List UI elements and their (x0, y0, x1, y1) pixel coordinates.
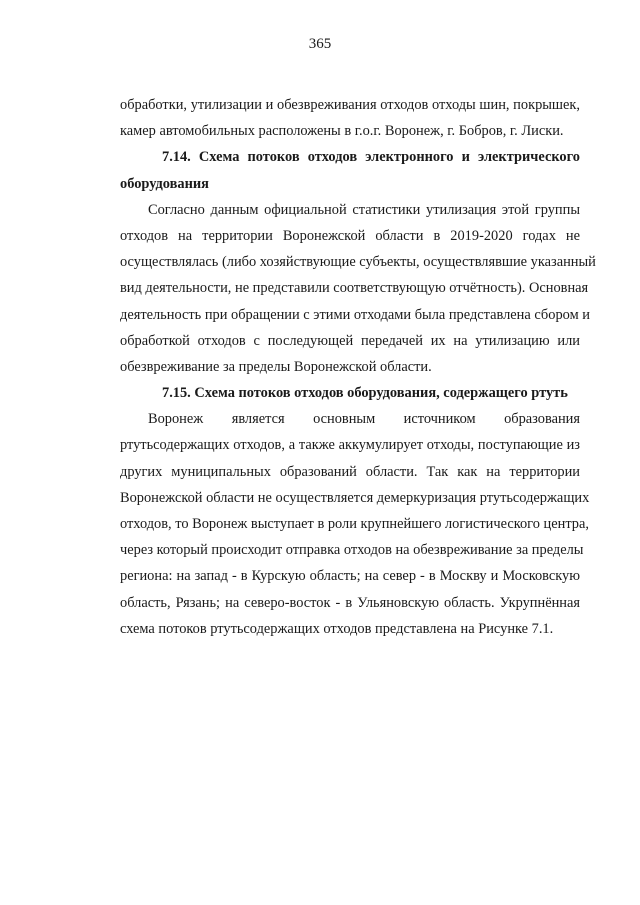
text-line: других муниципальных образований области. Так как на территории (120, 463, 580, 480)
text-line: камер автомобильных расположены в г.о.г. Воронеж, г. Бобров, г. Лиски. (120, 123, 564, 140)
text-line: отходов на территории Воронежской области в 2019-2020 годах не (120, 227, 580, 244)
text-line: региона: на запад - в Курскую область; на север - в Москву и Московскую (120, 568, 580, 585)
heading-line: 7.14. Схема потоков отходов электронного и электрического (162, 149, 580, 166)
text-line: ртутьсодержащих отходов, а также аккумулирует отходы, поступающие из (120, 437, 580, 454)
page-content (120, 92, 596, 642)
text-line: Согласно данным официальной статистики утилизация этой группы (148, 201, 580, 218)
paragraph-continuation (120, 92, 580, 144)
text-line: через который происходит отправка отходов на обезвреживание за пределы (120, 542, 584, 559)
page-number: 365 (308, 36, 332, 52)
text-line: обезвреживание за пределы Воронежской области. (120, 358, 432, 375)
text-line: схема потоков ртутьсодержащих отходов представлена на Рисунке 7.1. (120, 620, 554, 637)
paragraph-7-14 (120, 197, 596, 380)
text-line: Воронежской области не осуществляется демеркуризация ртутьсодержащих (120, 489, 590, 506)
text-line: область, Рязань; на северо-восток - в Ульяновскую область. Укрупнённая (120, 594, 580, 611)
section-heading-7-15 (120, 380, 580, 406)
section-heading-7-14 (120, 144, 580, 196)
text-line: обработкой отходов с последующей передачей их на утилизацию или (120, 332, 580, 349)
text-line: деятельность при обращении с этими отходами была представлена сбором и (120, 306, 590, 323)
text-line: вид деятельности, не представили соответствующую отчётность). Основная (120, 280, 589, 297)
text-line: Воронеж является основным источником образования (148, 411, 580, 428)
heading-line: оборудования (120, 175, 209, 192)
text-line: обработки, утилизации и обезвреживания отходов отходы шин, покрышек, (120, 97, 580, 113)
paragraph-7-15 (120, 406, 590, 642)
text-line: отходов, то Воронеж выступает в роли крупнейшего логистического центра, (120, 516, 589, 532)
text-line: осуществлялась (либо хозяйствующие субъекты, осуществлявшие указанный (120, 254, 596, 271)
heading-line: 7.15. Схема потоков отходов оборудования, содержащего ртуть (162, 385, 568, 402)
